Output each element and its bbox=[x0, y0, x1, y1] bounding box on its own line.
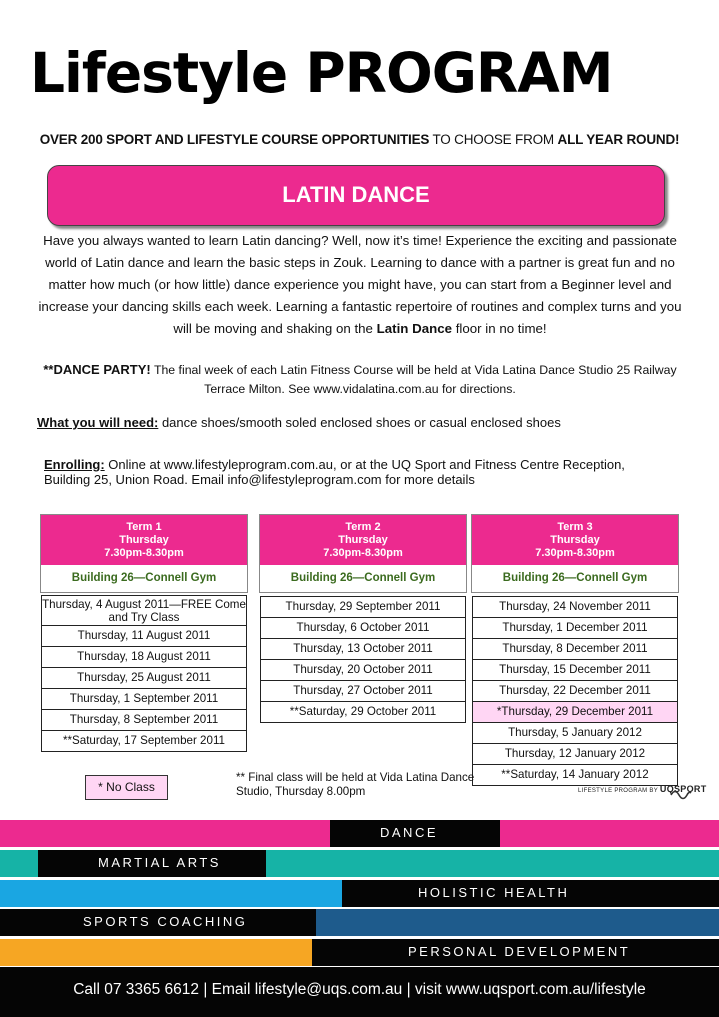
dance-party-title: **DANCE PARTY! bbox=[43, 362, 151, 377]
term-2-header bbox=[259, 514, 467, 593]
session-date: **Saturday, 29 October 2011 bbox=[260, 701, 466, 723]
term-time: 7.30pm-8.30pm bbox=[104, 547, 184, 559]
session-date: **Saturday, 14 January 2012 bbox=[472, 764, 678, 786]
term-name: Term 1 bbox=[126, 521, 162, 533]
program-logo: Lifestyle PROGRAM bbox=[30, 41, 613, 105]
session-date: Thursday, 6 October 2011 bbox=[260, 617, 466, 639]
final-class-note: ** Final class will be held at Vida Latina Dance Studio, Thursday 8.00pm bbox=[236, 771, 475, 798]
category-holistic-health[interactable]: HOLISTIC HEALTH bbox=[418, 885, 570, 900]
requirements-label: What you will need: bbox=[37, 415, 159, 430]
brand-small-text: LIFESTYLE PROGRAM BY bbox=[578, 788, 660, 794]
session-date: Thursday, 15 December 2011 bbox=[472, 659, 678, 681]
enrolling-info bbox=[44, 457, 674, 487]
term-3-heading bbox=[472, 515, 678, 565]
term-3-dates bbox=[472, 597, 678, 786]
term-location: Building 26—Connell Gym bbox=[41, 565, 247, 592]
term-1-dates bbox=[41, 596, 247, 752]
description-bold: Latin Dance bbox=[376, 321, 453, 336]
contact-footer bbox=[0, 967, 719, 1017]
session-date: Thursday, 24 November 2011 bbox=[472, 596, 678, 618]
stripe-martial-arts bbox=[0, 850, 719, 877]
stripe-sports-coaching bbox=[0, 909, 719, 936]
requirements bbox=[37, 415, 561, 430]
session-date: Thursday, 29 September 2011 bbox=[260, 596, 466, 618]
uqsport-wave-icon bbox=[670, 787, 692, 803]
contact-info: Call 07 3365 6612 | Email lifestyle@uqs.com.au | visit www.uqsport.com.au/lifestyle bbox=[73, 981, 646, 998]
category-dance[interactable]: DANCE bbox=[380, 825, 439, 840]
session-date: Thursday, 1 September 2011 bbox=[41, 688, 247, 710]
enrolling-label: Enrolling: bbox=[44, 457, 105, 472]
term-day: Thursday bbox=[119, 534, 169, 546]
session-date: Thursday, 20 October 2011 bbox=[260, 659, 466, 681]
term-name: Term 2 bbox=[345, 521, 381, 533]
session-date: Thursday, 18 August 2011 bbox=[41, 646, 247, 668]
category-sports-coaching[interactable]: SPORTS COACHING bbox=[83, 914, 248, 929]
session-date: Thursday, 4 August 2011—FREE Come and Try Class bbox=[41, 595, 247, 626]
course-description bbox=[35, 230, 685, 340]
session-date: **Saturday, 17 September 2011 bbox=[41, 730, 247, 752]
term-day: Thursday bbox=[550, 534, 600, 546]
session-date: Thursday, 5 January 2012 bbox=[472, 722, 678, 744]
tagline-middle: TO CHOOSE FROM bbox=[429, 132, 558, 147]
dance-party-text: The final week of each Latin Fitness Course will be held at Vida Latina Dance Studio 25 Railway Terrace Milton. See www.vidalatina.com.au for directions. bbox=[150, 363, 677, 396]
term-1-header bbox=[40, 514, 248, 593]
description-tail: floor in no time! bbox=[452, 321, 547, 336]
session-date: Thursday, 8 September 2011 bbox=[41, 709, 247, 731]
description-text: Have you always wanted to learn Latin dancing? Well, now it’s time! Experience the exciting and passionate world of Latin dance and learn the basic steps in Zouk. Learning to dance with a partner is great fun and no matter how much (or how little) dance experience you might have, you can start from a Beginner level and increase your dancing skills each week. Learning a fantastic repertoire of routines and complex turns and you will be moving and shaking on the bbox=[38, 233, 682, 336]
session-date: Thursday, 12 January 2012 bbox=[472, 743, 678, 765]
category-martial-arts[interactable]: MARTIAL ARTS bbox=[98, 855, 221, 870]
term-name: Term 3 bbox=[557, 521, 593, 533]
session-date: Thursday, 8 December 2011 bbox=[472, 638, 678, 660]
brand-name: UQSPORT bbox=[659, 784, 707, 794]
term-location: Building 26—Connell Gym bbox=[472, 565, 678, 592]
enrolling-text: Online at www.lifestyleprogram.com.au, or at the UQ Sport and Fitness Centre Reception, Building 25, Union Road. Email info@lifestyleprogram.com for more details bbox=[44, 457, 625, 487]
session-date-no-class: *Thursday, 29 December 2011 bbox=[472, 701, 678, 723]
session-date: Thursday, 25 August 2011 bbox=[41, 667, 247, 689]
requirements-text: dance shoes/smooth soled enclosed shoes or casual enclosed shoes bbox=[158, 415, 561, 430]
term-time: 7.30pm-8.30pm bbox=[535, 547, 615, 559]
course-title: LATIN DANCE bbox=[282, 182, 430, 207]
tagline-bold-end: ALL YEAR ROUND! bbox=[557, 132, 680, 147]
session-date: Thursday, 1 December 2011 bbox=[472, 617, 678, 639]
stripe-personal-development bbox=[0, 939, 719, 966]
course-title-banner bbox=[47, 165, 665, 226]
term-time: 7.30pm-8.30pm bbox=[323, 547, 403, 559]
term-3-header bbox=[471, 514, 679, 593]
term-2-heading bbox=[260, 515, 466, 565]
session-date: Thursday, 13 October 2011 bbox=[260, 638, 466, 660]
session-date: Thursday, 22 December 2011 bbox=[472, 680, 678, 702]
term-day: Thursday bbox=[338, 534, 388, 546]
tagline bbox=[0, 132, 719, 147]
category-personal-development[interactable]: PERSONAL DEVELOPMENT bbox=[408, 944, 631, 959]
no-class-legend: * No Class bbox=[85, 775, 168, 800]
tagline-bold-start: OVER 200 SPORT AND LIFESTYLE COURSE OPPORTUNITIES bbox=[39, 132, 430, 147]
session-date: Thursday, 11 August 2011 bbox=[41, 625, 247, 647]
stripe-dance bbox=[0, 820, 719, 847]
dance-party-note bbox=[35, 360, 685, 399]
term-2-dates bbox=[260, 597, 466, 723]
term-location: Building 26—Connell Gym bbox=[260, 565, 466, 592]
stripe-holistic-health bbox=[0, 880, 719, 907]
session-date: Thursday, 27 October 2011 bbox=[260, 680, 466, 702]
term-1-heading bbox=[41, 515, 247, 565]
